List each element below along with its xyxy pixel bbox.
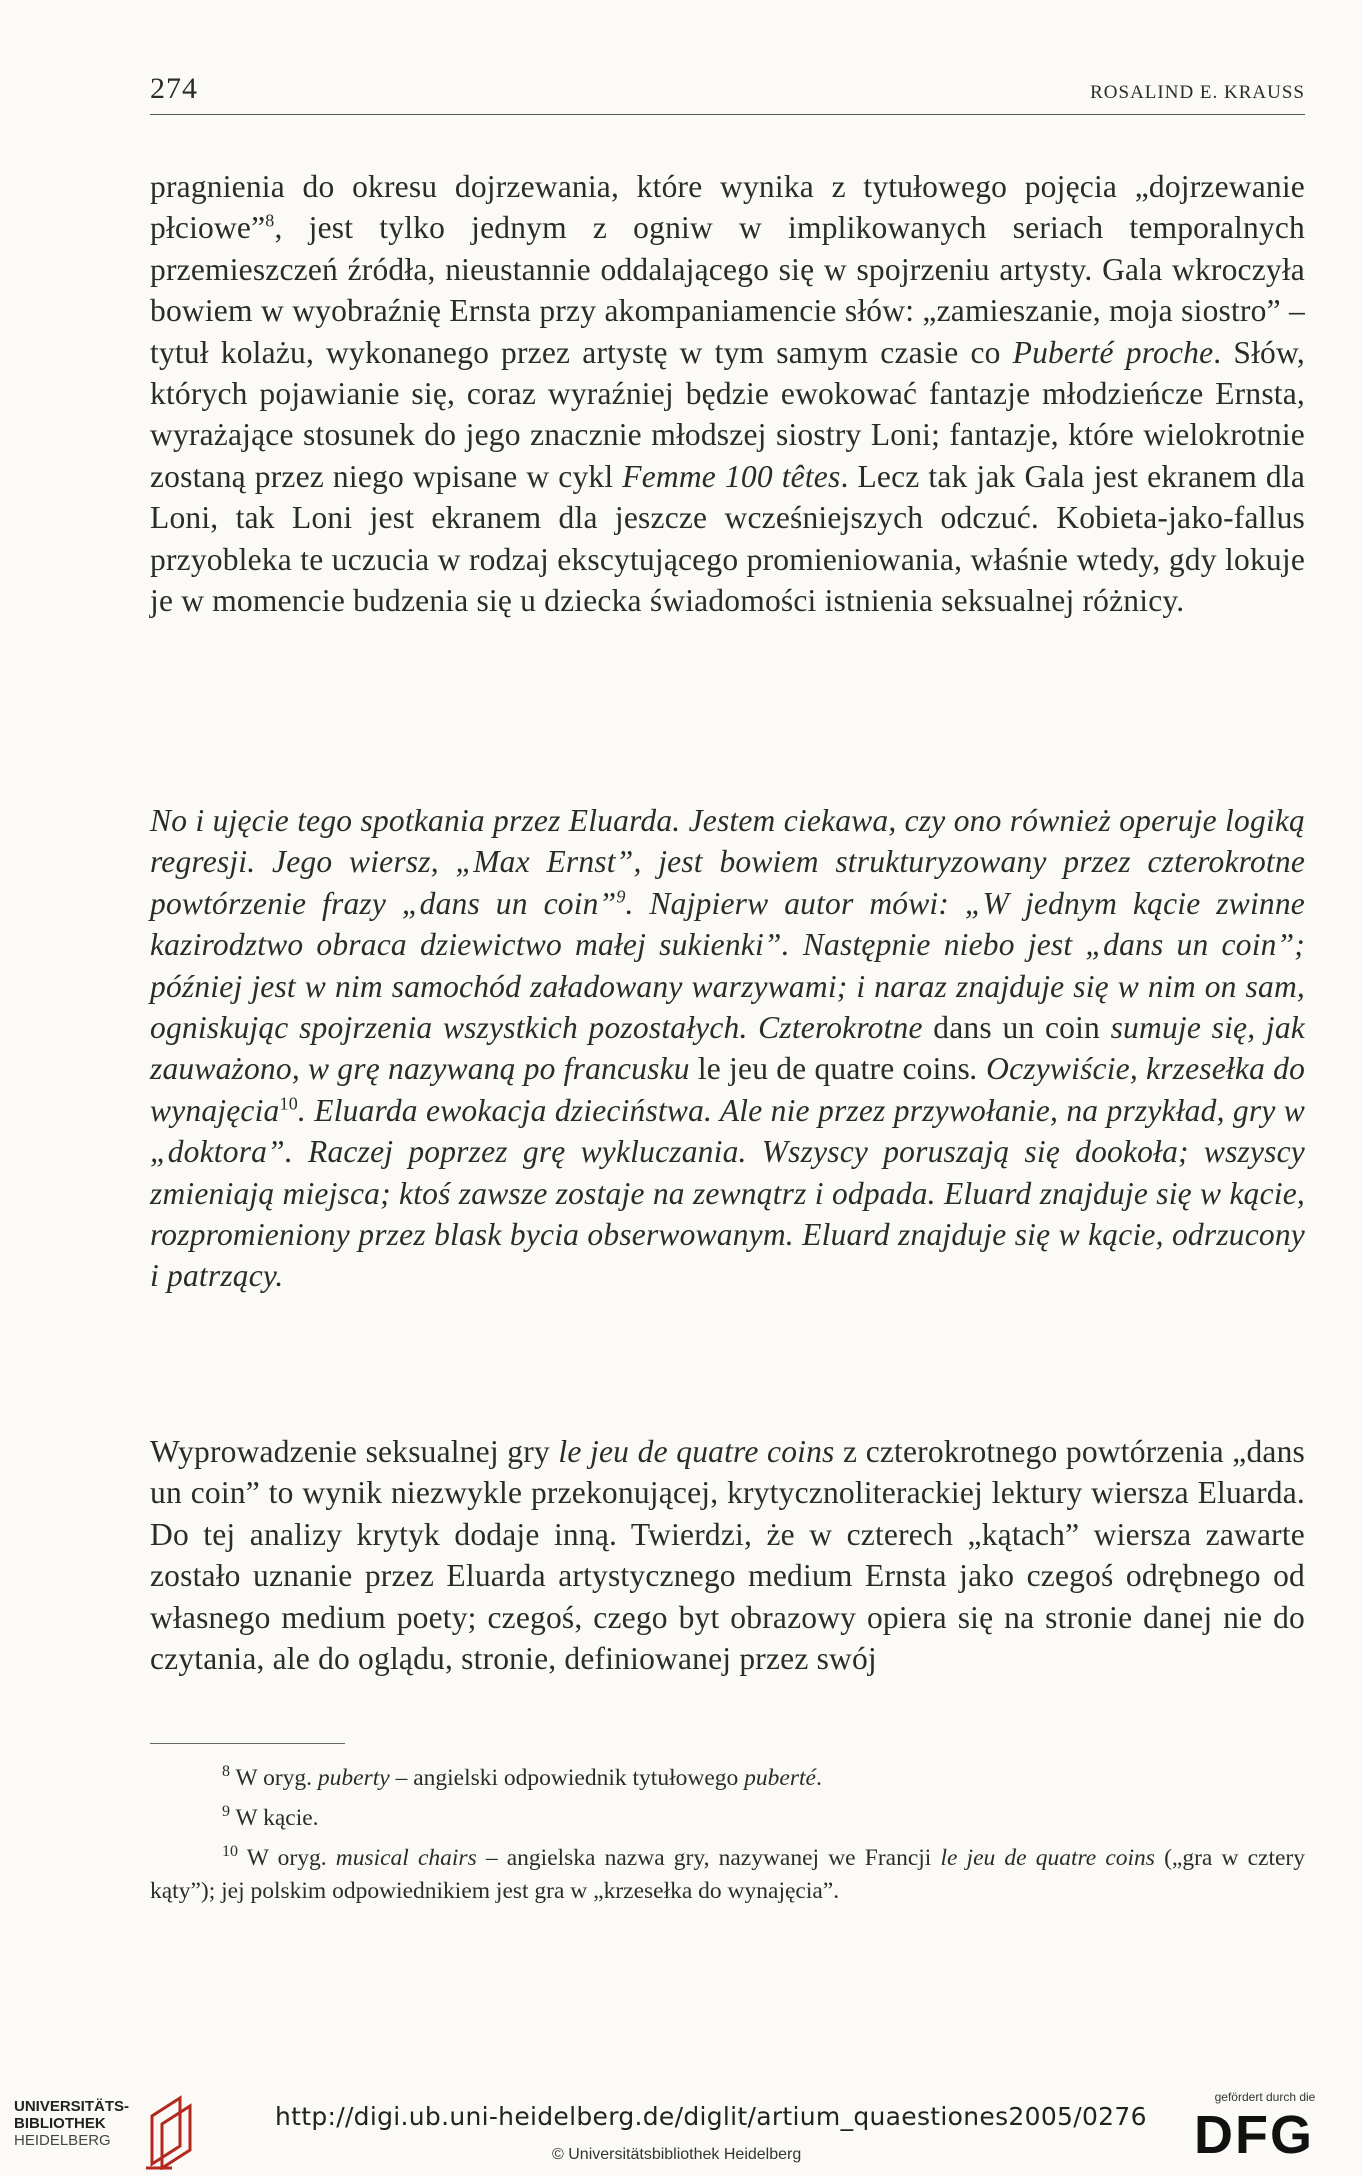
footnote-10: $^{10}$ W oryg. musical chairs – angielska nazwa gry, nazywanej we Francji le jeu de quatre coins („gra w cztery kąty”); jej polskim odpowiednikiem jest gra w „krzesełka do wynajęcia”. <box>150 1843 1305 1904</box>
running-head: ROSALIND E. KRAUSS <box>1090 82 1305 103</box>
library-emblem-icon <box>142 2094 198 2170</box>
library-logo[interactable] <box>14 2094 234 2174</box>
copyright-notice: © Universitätsbibliothek Heidelberg <box>552 2146 802 2163</box>
footnote-ref-10[interactable]: 10 <box>279 1093 298 1114</box>
footnote-ref-9[interactable]: 9 <box>616 886 626 907</box>
paragraph-2-italic: No i ujęcie tego spotkania przez Eluarda. Jestem ciekawa, czy ono również operuje logiką regresji. Jego wiersz, „Max Ernst”, jest bowiem strukturyzowany przez czterokrotne powtórzenie frazy „dans un coin”$^9$. Najpierw autor mówi: „W jednym kącie zwinne kazirodztwo obraca dziewictwo małej sukienki”. Następnie niebo jest „dans un coin”; później jest w nim samochód załadowany warzywami; i naraz znajduje się w nim on sam, ogniskując spojrzenia wszystkich pozostałych. Czterokrotne dans un coin sumuje się, jak zauważono, w grę nazywaną po francusku le jeu de quatre coins. Oczywiście, krzesełka do wynajęcia$^{10}$. Eluarda ewokacja dzieciństwa. Ale nie przez przywołanie, na przykład, gry w „doktora”. Raczej poprzez grę wykluczania. Wszyscy poruszają się dookoła; wszyscy zmieniają miejsca; ktoś zawsze zostaje na zewnątrz i odpada. Eluard znajduje się w kącie, rozpromieniony przez blask bycia obserwowanym. Eluard znajduje się w kącie, odrzucony i patrzący. <box>150 803 1306 1294</box>
footnote-divider <box>150 1743 345 1744</box>
page-number: 274 <box>150 72 198 105</box>
footnote-9: $^9$ W kącie. <box>222 1803 319 1831</box>
library-name-line1: UNIVERSITÄTS- <box>14 2098 130 2115</box>
dfg-logo[interactable] <box>1190 2090 1350 2170</box>
footnotes <box>150 1762 1305 1915</box>
dfg-wordmark: DFG <box>1194 2105 1314 2165</box>
library-name-line3: HEIDELBERG <box>14 2132 111 2149</box>
source-url-link[interactable]: http://digi.ub.uni-heidelberg.de/diglit/artium_quaestiones2005/0276 <box>275 2102 1147 2131</box>
footnote-ref-8[interactable]: 8 <box>265 210 275 231</box>
paragraph-1: pragnienia do okresu dojrzewania, które wynika z tytułowego pojęcia „dojrzewanie płciowe”$^8$, jest tylko jednym z ogniw w implikowanych seriach temporalnych przemieszczeń źródła, nieustannie oddalającego się w spojrzeniu artysty. Gala wkroczyła bowiem w wyobraźnię Ernsta przy akompaniamencie słów: „zamieszanie, moja siostro” – tytuł kolażu, wykonanego przez artystę w tym samym czasie co Puberté proche. Słów, których pojawianie się, coraz wyraźniej będzie ewokować fantazje młodzieńcze Ernsta, wyrażające stosunek do jego znacznie młodszej siostry Loni; fantazje, które wielokrotnie zostaną przez niego wpisane w cykl Femme 100 têtes. Lecz tak jak Gala jest ekranem dla Loni, tak Loni jest ekranem dla jeszcze wcześniejszych odczuć. Kobieta-jako-fallus przyobleka te uczucia w rodzaj ekscytującego promieniowania, właśnie wtedy, gdy lokuje je w momencie budzenia się u dziecka świadomości istnienia seksualnej różnicy. <box>150 169 1305 619</box>
dfg-caption: gefördert durch die <box>1214 2090 1316 2104</box>
library-name-line2: BIBLIOTHEK <box>14 2115 106 2132</box>
page-header <box>150 66 1305 115</box>
digitization-footer <box>0 2058 1363 2176</box>
paragraph-3: Wyprowadzenie seksualnej gry le jeu de quatre coins z czterokrotnego powtórzenia „dans un coin” to wynik niezwykle przekonującej, krytycznoliterackiej lektury wiersza Eluarda. Do tej analizy krytyk dodaje inną. Twierdzi, że w czterech „kątach” wiersza zawarte zostało uznanie przez Eluarda artystycznego medium Ernsta jako czegoś odrębnego od własnego medium poety; czegoś, czego byt obrazowy opiera się na stronie danej nie do czytania, ale do oglądu, stronie, definiowanej przez swój <box>150 1434 1305 1677</box>
footnote-8: $^8$ W oryg. puberty – angielski odpowiednik tytułowego puberté. <box>222 1763 822 1791</box>
